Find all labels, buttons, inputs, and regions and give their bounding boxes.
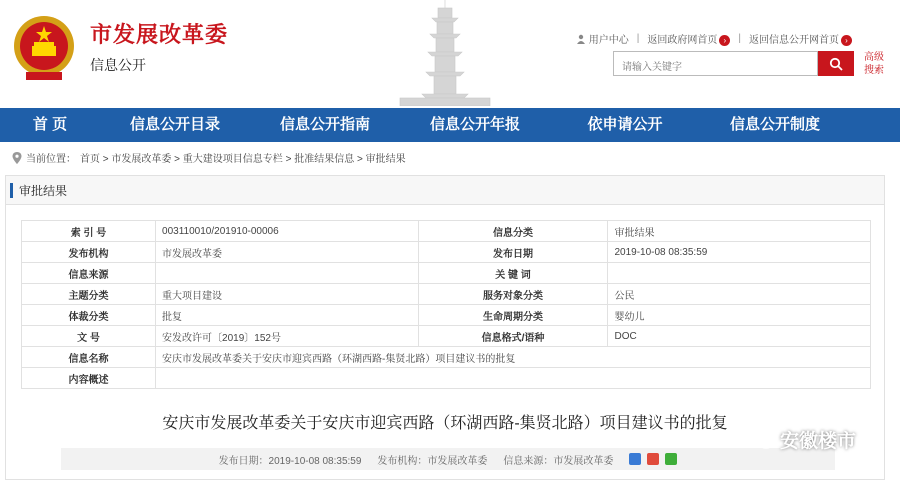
summary-label: 内容概述 [22, 368, 156, 389]
user-center-label: 用户中心 [588, 35, 629, 46]
date-label: 发布日期 [418, 242, 608, 263]
share-weibo-icon[interactable] [647, 453, 659, 465]
docno-label: 文 号 [22, 326, 156, 347]
index-label: 索 引 号 [22, 221, 156, 242]
nav-item-home[interactable]: 首 页 [32, 116, 68, 133]
advanced-search-link[interactable] [864, 51, 890, 77]
date-value: 2019-10-08 08:35:59 [608, 242, 871, 263]
table-row [22, 284, 871, 305]
user-icon [576, 34, 586, 44]
site-header [0, 0, 900, 108]
format-value: DOC [608, 326, 871, 347]
share-wechat-icon[interactable] [665, 453, 677, 465]
divider: | [738, 33, 741, 44]
advanced-search-label-2: 搜索 [864, 65, 884, 76]
info-home-link[interactable] [749, 31, 852, 46]
table-row [22, 263, 871, 284]
breadcrumb [12, 150, 406, 165]
site-title[interactable]: 市发展改革委 [90, 22, 229, 47]
docno-value: 安发改许可〔2019〕152号 [156, 326, 419, 347]
panel-accent-bar [10, 183, 13, 198]
nav-item-guide[interactable]: 信息公开指南 [279, 116, 370, 133]
name-label: 信息名称 [22, 347, 156, 368]
pagoda-illustration [360, 0, 530, 106]
nav-item-request[interactable]: 依申请公开 [587, 116, 663, 133]
watermark-text: 安徽楼市 [780, 431, 857, 452]
category-value: 审批结果 [608, 221, 871, 242]
topic-value: 重大项目建设 [156, 284, 419, 305]
genre-label: 体裁分类 [22, 305, 156, 326]
nav-item-catalog[interactable]: 信息公开目录 [129, 116, 220, 133]
topic-label: 主题分类 [22, 284, 156, 305]
national-emblem-icon [12, 12, 76, 84]
panel-title: 审批结果 [19, 183, 68, 198]
table-row [22, 347, 871, 368]
keyword-value [608, 263, 871, 284]
nav-item-system[interactable]: 信息公开制度 [729, 116, 820, 133]
publisher-label: 发布机构 [22, 242, 156, 263]
breadcrumb-path[interactable]: 首页 > 市发展改革委 > 重大建设项目信息专栏 > 批准结果信息 > 审批结果 [80, 154, 406, 165]
publisher-value: 市发展改革委 [156, 242, 419, 263]
source-value [156, 263, 419, 284]
document-info-bar [61, 448, 835, 470]
advanced-search-label-1: 高级 [864, 52, 884, 63]
audience-label: 服务对象分类 [418, 284, 608, 305]
share-qzone-icon[interactable] [629, 453, 641, 465]
index-value: 003110010/201910-00006 [156, 221, 419, 242]
keyword-label: 关 键 词 [418, 263, 608, 284]
info-home-label: 返回信息公开网首页 [749, 35, 839, 46]
search-button[interactable] [818, 51, 854, 76]
table-row [22, 326, 871, 347]
genre-value: 批复 [156, 305, 419, 326]
table-row [22, 305, 871, 326]
gov-home-link[interactable] [647, 31, 730, 46]
panel-header [6, 176, 884, 205]
wechat-icon [752, 429, 774, 451]
lifecycle-label: 生命周期分类 [418, 305, 608, 326]
table-row [22, 221, 871, 242]
doc-source: 信息来源：市发展改革委 [503, 455, 614, 467]
table-row [22, 242, 871, 263]
document-title: 安庆市发展改革委关于安庆市迎宾西路（环湖西路-集贤北路）项目建议书的批复 [162, 415, 728, 432]
top-links [576, 31, 852, 46]
breadcrumb-prefix: 当前位置： [26, 154, 76, 165]
nav-item-annual-report[interactable]: 信息公开年报 [429, 116, 520, 133]
search-icon [829, 57, 843, 71]
divider: | [636, 33, 640, 44]
metadata-table [21, 220, 871, 389]
source-label: 信息来源 [22, 263, 156, 284]
user-center-link[interactable] [576, 31, 629, 46]
chevron-right-icon: › [841, 35, 852, 46]
category-label: 信息分类 [418, 221, 608, 242]
audience-value: 公民 [608, 284, 871, 305]
main-nav [0, 108, 900, 142]
watermark [752, 426, 856, 453]
lifecycle-value: 婴幼儿 [608, 305, 871, 326]
name-value: 安庆市发展改革委关于安庆市迎宾西路（环湖西路-集贤北路）项目建议书的批复 [156, 347, 871, 368]
location-pin-icon [12, 152, 22, 164]
summary-value [156, 368, 871, 389]
format-label: 信息格式/语种 [418, 326, 608, 347]
site-subtitle: 信息公开 [90, 57, 146, 73]
doc-publisher: 发布机构：市发展改革委 [377, 455, 488, 467]
gov-home-label: 返回政府网首页 [647, 35, 718, 46]
table-row [22, 368, 871, 389]
doc-date: 发布日期：2019-10-08 08:35:59 [218, 455, 362, 467]
chevron-right-icon: › [719, 35, 730, 46]
search-input[interactable]: 请输入关键字 [613, 51, 818, 76]
